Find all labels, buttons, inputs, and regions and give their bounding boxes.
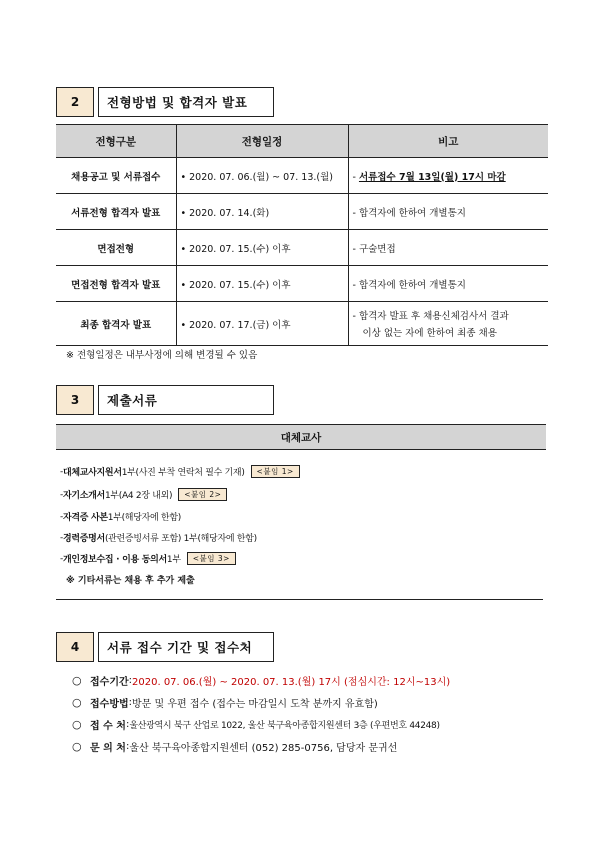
document-item: - 자격증 사본 1부(해당자에 한함)	[60, 511, 181, 523]
application-info-line: ○ 접수기간 : 2020. 07. 06.(월) ~ 2020. 07. 13.(월) 17시 (점심시간: 12시~13시)	[72, 674, 451, 688]
table-row	[56, 158, 548, 194]
attachment-tag: <붙임 1>	[251, 465, 300, 478]
section-4-header	[56, 632, 274, 662]
table-row	[56, 302, 548, 346]
attachment-tag: <붙임 3>	[187, 552, 236, 565]
section-title: 서류 접수 기간 및 접수처	[98, 632, 274, 662]
documents-category-bar: 대체교사	[56, 424, 546, 450]
table-row	[56, 194, 548, 230]
column-header: 전형일정	[176, 125, 348, 158]
document-item: - 자기소개서 1부(A4 2장 내외) <붙임 2>	[60, 488, 227, 501]
application-info-line: ○ 문 의 처 : 울산 북구육아종합지원센터 (052) 285-0756, 담당자 문귀선	[72, 740, 398, 754]
stage-cell: 서류전형 합격자 발표	[56, 194, 176, 230]
circle-bullet-icon: ○	[72, 696, 82, 709]
note-cell: - 합격자에 한하여 개별통지	[348, 194, 548, 230]
document-item: - 경력증명서 (관련증빙서류 포함) 1부(해당자에 한함)	[60, 532, 257, 544]
date-cell: • 2020. 07. 06.(월) ~ 07. 13.(월)	[176, 158, 348, 194]
section-title: 제출서류	[98, 385, 274, 415]
date-cell: • 2020. 07. 17.(금) 이후	[176, 302, 348, 346]
circle-bullet-icon: ○	[72, 674, 82, 687]
section-number: 4	[56, 632, 94, 662]
document-item: - 대체교사지원서 1부(사진 부착 연락처 필수 기재) <붙임 1>	[60, 465, 300, 478]
section-title: 전형방법 및 합격자 발표	[98, 87, 274, 117]
section-3-header	[56, 385, 274, 415]
circle-bullet-icon: ○	[72, 740, 82, 753]
note-cell: - 서류접수 7월 13일(월) 17시 마감	[348, 158, 548, 194]
date-cell: • 2020. 07. 15.(수) 이후	[176, 266, 348, 302]
date-cell: • 2020. 07. 14.(화)	[176, 194, 348, 230]
table-row	[56, 230, 548, 266]
note-cell: - 합격자 발표 후 채용신체검사서 결과 이상 없는 자에 한하여 최종 채용	[348, 302, 548, 346]
section-number: 3	[56, 385, 94, 415]
section-2-header	[56, 87, 274, 117]
column-header: 비고	[348, 125, 548, 158]
schedule-table	[56, 124, 548, 346]
stage-cell: 면접전형	[56, 230, 176, 266]
divider	[56, 599, 543, 600]
column-header: 전형구분	[56, 125, 176, 158]
application-info-line: ○ 접수방법 : 방문 및 우편 접수 (접수는 마감일시 도착 분까지 유효함)	[72, 696, 378, 710]
stage-cell: 채용공고 및 서류접수	[56, 158, 176, 194]
documents-footnote: ※ 기타서류는 채용 후 추가 제출	[66, 576, 195, 586]
attachment-tag: <붙임 2>	[178, 488, 227, 501]
document-item: - 개인정보수집 · 이용 동의서 1부 <붙임 3>	[60, 552, 236, 565]
table-row	[56, 266, 548, 302]
stage-cell: 최종 합격자 발표	[56, 302, 176, 346]
application-info-line: ○ 접 수 처 : 울산광역시 북구 산업로 1022, 울산 북구육아종합지원센터 3층 (우편번호 44248)	[72, 718, 440, 732]
table-header-row	[56, 125, 548, 158]
note-cell: - 합격자에 한하여 개별통지	[348, 266, 548, 302]
section-number: 2	[56, 87, 94, 117]
stage-cell: 면접전형 합격자 발표	[56, 266, 176, 302]
date-cell: • 2020. 07. 15.(수) 이후	[176, 230, 348, 266]
schedule-footnote: ※ 전형일정은 내부사정에 의해 변경될 수 있음	[66, 350, 258, 361]
circle-bullet-icon: ○	[72, 718, 82, 731]
application-period-value: 2020. 07. 06.(월) ~ 2020. 07. 13.(월) 17시 (점심시간: 12시~13시)	[132, 677, 451, 688]
note-cell: - 구술면접	[348, 230, 548, 266]
